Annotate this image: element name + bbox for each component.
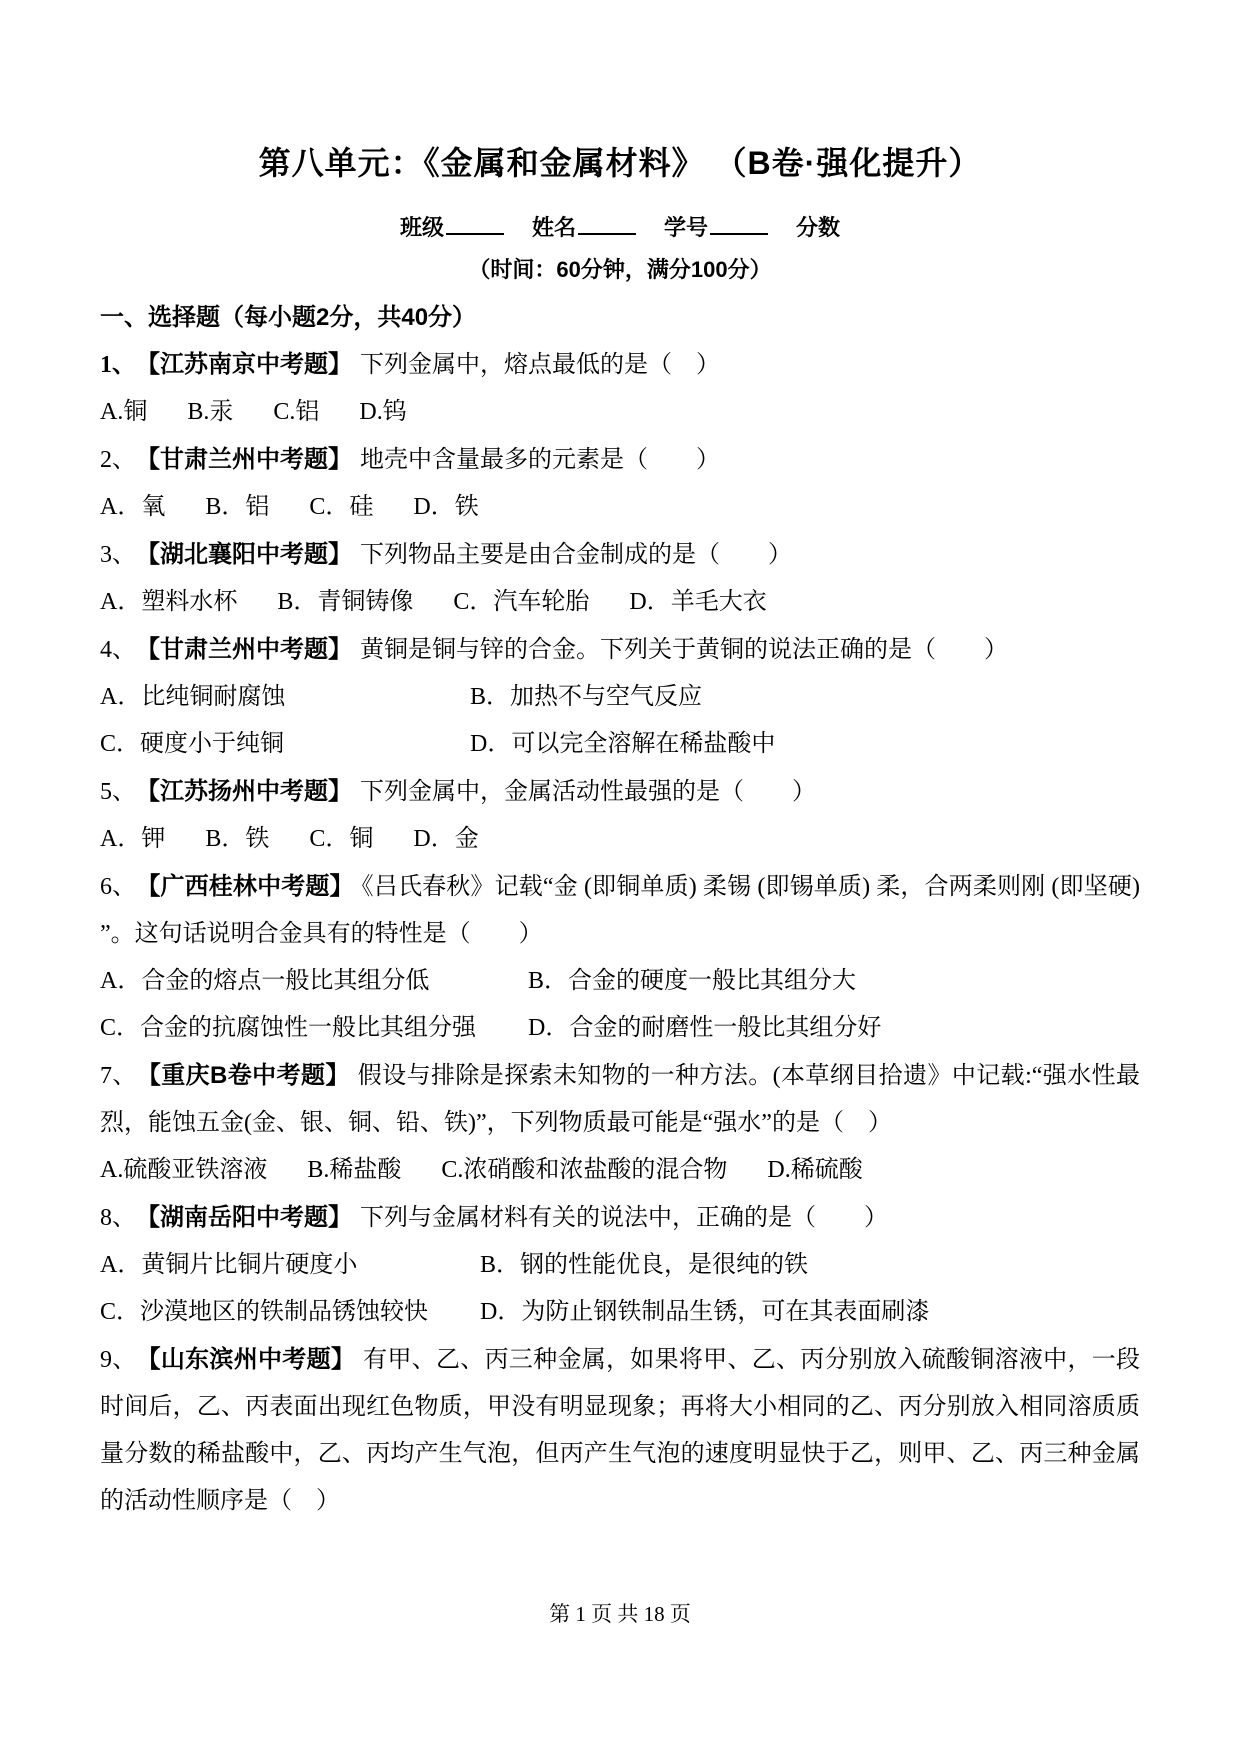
exam-meta: （时间：60分钟，满分100分） bbox=[468, 257, 772, 283]
fill-in-blank bbox=[446, 211, 504, 235]
option-item: A.铜 bbox=[100, 399, 148, 426]
question-text: 黄铜是铜与锌的合金。下列关于黄铜的说法正确的是（ ） bbox=[360, 637, 1008, 664]
question-number: 6、 bbox=[100, 874, 137, 901]
question-text: 《吕氏春秋》记载“金 (即铜单质) 柔锡 (即锡单质) 柔，合两柔则刚 (即坚硬) ”。这句话说明合金具有的特性是（ ） bbox=[100, 874, 1141, 948]
question-number: 8、 bbox=[100, 1205, 136, 1232]
question-text: 下列金属中，熔点最低的是（ ） bbox=[360, 352, 720, 379]
question-block bbox=[100, 1336, 1140, 1525]
option-list bbox=[100, 484, 1140, 531]
student-field-label: 班级 bbox=[399, 215, 444, 241]
option-list bbox=[100, 958, 1140, 1052]
option-item: A．塑料水杯 bbox=[100, 589, 238, 616]
question-stem bbox=[100, 531, 1140, 579]
option-item: B．青铜铸像 bbox=[277, 589, 414, 616]
student-info-line bbox=[100, 207, 1140, 249]
option-item: C.浓硝酸和浓盐酸的混合物 bbox=[441, 1157, 728, 1184]
option-list bbox=[100, 674, 1140, 768]
question-number: 9、 bbox=[100, 1347, 137, 1374]
option-item: D．为防止钢铁制品生锈，可在其表面刷漆 bbox=[480, 1299, 930, 1326]
question-text: 地壳中含量最多的元素是（ ） bbox=[360, 447, 720, 474]
question-text: 假设与排除是探索未知物的一种方法。(本草纲目拾遗》中记载:“强水性最烈，能蚀五金(金、银、铜、铅、铁)”，下列物质最可能是“强水”的是（ ） bbox=[100, 1063, 1140, 1137]
question-list bbox=[100, 341, 1140, 1525]
question-number: 1、 bbox=[100, 352, 136, 379]
option-item: C．硅 bbox=[309, 494, 374, 521]
fill-in-blank bbox=[710, 211, 768, 235]
question-source: 【江苏扬州中考题】 bbox=[148, 778, 352, 806]
option-list bbox=[100, 1147, 1140, 1194]
question-source: 【广西桂林中考题】 bbox=[148, 873, 354, 901]
option-item: B．铝 bbox=[205, 494, 270, 521]
question-stem bbox=[100, 436, 1140, 484]
question-stem bbox=[100, 341, 1140, 389]
question-text: 下列与金属材料有关的说法中，正确的是（ ） bbox=[360, 1205, 888, 1232]
option-item: A．氧 bbox=[100, 494, 166, 521]
question-block bbox=[100, 341, 1140, 436]
question-number: 4、 bbox=[100, 637, 136, 664]
question-source: 【甘肃兰州中考题】 bbox=[148, 636, 352, 664]
question-stem bbox=[100, 1194, 1140, 1242]
section-heading: 一、选择题（每小题2分，共40分） bbox=[100, 304, 477, 332]
option-item: B．合金的硬度一般比其组分大 bbox=[528, 968, 857, 995]
page-title: 第八单元：《金属和金属材料》 （B卷·强化提升） bbox=[258, 145, 982, 181]
option-list bbox=[100, 816, 1140, 863]
option-item: B．铁 bbox=[205, 826, 270, 853]
option-item: C．合金的抗腐蚀性一般比其组分强 bbox=[100, 1015, 477, 1042]
question-number: 5、 bbox=[100, 779, 136, 806]
student-field-label: 分数 bbox=[796, 215, 841, 241]
question-block bbox=[100, 626, 1140, 768]
option-item: D.稀硫酸 bbox=[767, 1157, 863, 1184]
question-source: 【山东滨州中考题】 bbox=[148, 1346, 356, 1374]
question-block bbox=[100, 768, 1140, 863]
question-block bbox=[100, 1194, 1140, 1336]
option-item: B.稀盐酸 bbox=[307, 1157, 402, 1184]
question-source: 【甘肃兰州中考题】 bbox=[148, 446, 352, 474]
option-item: A．合金的熔点一般比其组分低 bbox=[100, 968, 430, 995]
option-item: C．汽车轮胎 bbox=[453, 589, 590, 616]
option-item: B．加热不与空气反应 bbox=[470, 684, 703, 711]
option-item: C.铝 bbox=[273, 399, 320, 426]
question-text: 下列金属中，金属活动性最强的是（ ） bbox=[360, 779, 816, 806]
question-source: 【湖北襄阳中考题】 bbox=[148, 541, 352, 569]
question-number: 7、 bbox=[100, 1063, 137, 1090]
question-text: 有甲、乙、丙三种金属，如果将甲、乙、丙分别放入硫酸铜溶液中，一段时间后，乙、丙表面出现红色物质，甲没有明显现象；再将大小相同的乙、丙分别放入相同溶质质量分数的稀盐酸中，乙、丙均产生气泡，但丙产生气泡的速度明显快于乙，则甲、乙、丙三种金属的活动性顺序是（ ） bbox=[100, 1347, 1141, 1515]
option-list bbox=[100, 389, 1140, 436]
question-source: 【重庆B卷中考题】 bbox=[148, 1062, 350, 1090]
question-stem bbox=[100, 1052, 1140, 1147]
question-source: 【湖南岳阳中考题】 bbox=[148, 1204, 352, 1232]
question-stem bbox=[100, 768, 1140, 816]
option-item: A.硫酸亚铁溶液 bbox=[100, 1157, 268, 1184]
question-number: 2、 bbox=[100, 447, 136, 474]
option-item: A．比纯铜耐腐蚀 bbox=[100, 684, 286, 711]
option-item: D.钨 bbox=[359, 399, 407, 426]
option-item: D．金 bbox=[413, 826, 479, 853]
student-field-label: 姓名 bbox=[531, 215, 576, 241]
question-stem bbox=[100, 863, 1140, 958]
option-item: C．铜 bbox=[309, 826, 374, 853]
fill-in-blank bbox=[578, 211, 636, 235]
student-field-label: 学号 bbox=[664, 215, 709, 241]
question-number: 3、 bbox=[100, 542, 136, 569]
option-item: D．羊毛大衣 bbox=[629, 589, 767, 616]
option-item: B．钢的性能优良，是很纯的铁 bbox=[480, 1252, 809, 1279]
option-list bbox=[100, 1242, 1140, 1336]
option-item: A．黄铜片比铜片硬度小 bbox=[100, 1252, 358, 1279]
question-block bbox=[100, 1052, 1140, 1194]
option-item: C．沙漠地区的铁制品锈蚀较快 bbox=[100, 1299, 429, 1326]
option-item: D．合金的耐磨性一般比其组分好 bbox=[528, 1015, 882, 1042]
option-item: D．铁 bbox=[413, 494, 479, 521]
option-item: C．硬度小于纯铜 bbox=[100, 731, 285, 758]
question-stem bbox=[100, 1336, 1140, 1525]
question-block bbox=[100, 436, 1140, 531]
question-text: 下列物品主要是由合金制成的是（ ） bbox=[360, 542, 792, 569]
question-block bbox=[100, 863, 1140, 1052]
option-item: B.汞 bbox=[187, 399, 234, 426]
option-list bbox=[100, 579, 1140, 626]
option-item: D．可以完全溶解在稀盐酸中 bbox=[470, 731, 776, 758]
question-block bbox=[100, 531, 1140, 626]
option-item: A．钾 bbox=[100, 826, 166, 853]
page-footer: 第 1 页 共 18 页 bbox=[549, 1602, 691, 1626]
question-source: 【江苏南京中考题】 bbox=[148, 351, 352, 379]
question-stem bbox=[100, 626, 1140, 674]
